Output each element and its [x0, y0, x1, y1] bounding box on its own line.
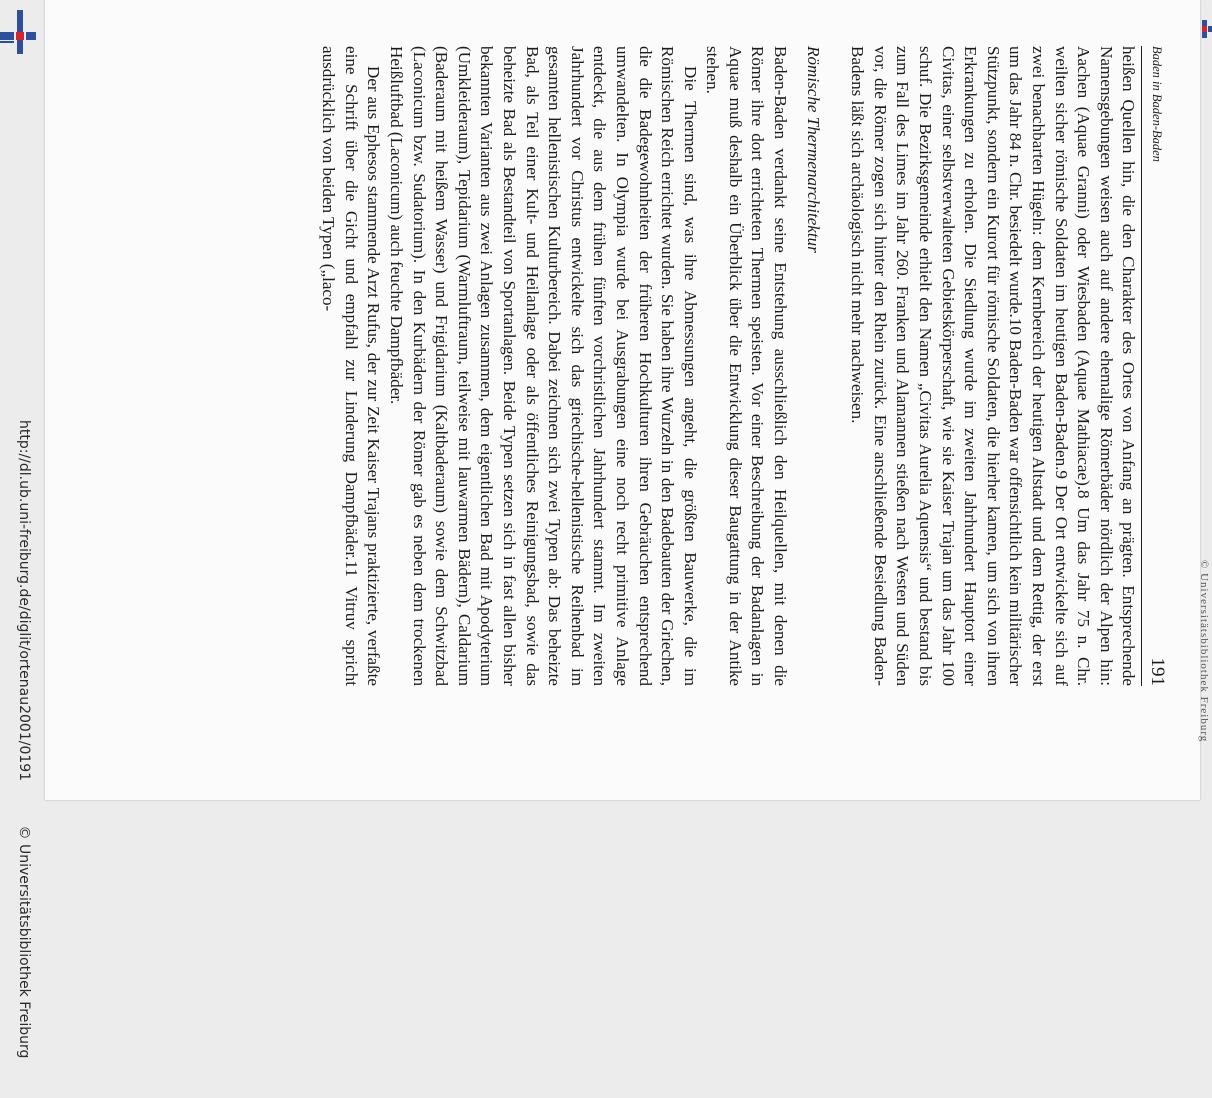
intro-paragraph: heißen Quellen hin, die den Charakter des Ortes von Anfang an prägten. Entsprechende Namensgebungen weisen auch auf andere ehemalige Römerbäder nördlich der Alpen hin: Aachen (Aquae Granni) oder Wiesbaden (Aquae Mathiacae).8 Um das Jahr 75 n. Chr. weilten sicher römische Soldaten im heutigen Baden-Baden.9 Der Ort entwickelte sich auf zwei benachbarten Hügeln: dem Kernbereich der heutigen Altstadt und dem Rettig, der erst um das Jahr 84 n. Chr. besiedelt wurde.10 Baden-Baden war offensichtlich kein militärischer Stützpunkt, sondern ein Kurort für römische Soldaten, die hierher kamen, um sich von ihren Erkrankungen zu erholen. Die Siedlung wurde im zweiten Jahrhundert Hauptort einer Civitas, einer selbstverwalteten Gebietskörperschaft, wie sie Kaiser Trajan um das Jahr 100 schuf. Die Bezirksgemeinde erhielt den Namen „Civitas Aurelia Aquensis“ und bestand bis zum Fall des Limes im Jahr 260. Franken und Alamannen stießen nach Westen und Süden vor, die Römer zogen sich hinter den Rhein zurück. Eine anschließende Besiedlung Baden-Badens läßt sich archäologisch nicht mehr nachweisen.	[848, 46, 1139, 686]
side-source-strip	[14, 0, 32, 1059]
body-paragraph-2: Die Thermen sind, was ihre Abmessungen angeht, die größten Bauwerke, die im Römischen Reich errichtet wurden. Sie haben ihre Wurzeln in den Badebauten der Griechen, die die Badegewohnheiten der früheren Hochkulturen ihren Gebräuchen entsprechend umwandelten. In Olympia wurde bei Ausgrabungen eine noch recht primitive Anlage entdeckt, die aus dem frühen fünften vorchristlichen Jahrhundert stammt. Im zweiten Jahrhundert vor Christus entwickelte sich das griechische-hellenistische Reihenbad im gesamten hellenistischen Kulturbereich. Dabei zeichnen sich zwei Typen ab: Das beheizte Bad, als Teil einer Kult- und Heilanlage oder als öffentliches Reinigungsbad, sowie das beheizte Bad als Bestandteil von Sportanlagen. Beide Typen setzen sich in fast allen bisher bekannten Varianten aus zwei Anlagen zusammen, dem eigentlichen Bad mit Apodyterium (Umkleideraum), Tepidarium (Warmluftraum, teilweise mit lauwarmen Bädern), Caldarium (Baderaum mit heißem Wasser) und Frigidarium (Kaltbaderaum) sowie dem Schwitzbad (Laconicum bzw. Sudatorium). In den Kurbädern der Römer gab es neben dem trockenen Heißluftbad (Laconicum) auch feuchte Dampfbäder.	[387, 46, 700, 686]
running-header	[1141, 46, 1168, 686]
scanned-page	[45, 0, 1200, 800]
page-number: 191	[1147, 657, 1168, 686]
section-heading: Römische Thermenarchitektur	[803, 46, 823, 253]
next-page-edge	[1200, 560, 1212, 800]
next-page-edge-text: © Universitätsbibliothek Freiburg	[1198, 560, 1210, 743]
rotated-page-content	[45, 0, 1200, 800]
copyright-text: © Universitätsbibliothek Freiburg	[16, 825, 32, 1059]
running-title: Baden in Baden-Baden	[1150, 46, 1164, 162]
source-url[interactable]: http://dl.ub.uni-freiburg.de/diglit/ortenau2001/0191	[16, 420, 32, 782]
body-paragraph-1: Baden-Baden verdankt seine Entstehung ausschließlich den Heilquellen, mit denen die Römer ihre dort errichteten Thermen speisten. Vor einer Beschreibung der Badanlagen in Aquae muß deshalb ein Überblick über die Entwicklung dieser Baugattung in der Antike stehen.	[703, 46, 791, 686]
next-page-marker-icon[interactable]	[1198, 12, 1212, 56]
body-paragraph-3: Der aus Ephesos stammende Arzt Rufus, der zur Zeit Kaiser Trajans praktizierte, verfaßte eine Schrift über die Gicht und empfahl zur Linderung Dampfbäder.11 Vitruv spricht ausdrücklich von beiden Typen („laco-	[319, 46, 384, 686]
page-text-block	[317, 46, 1168, 686]
